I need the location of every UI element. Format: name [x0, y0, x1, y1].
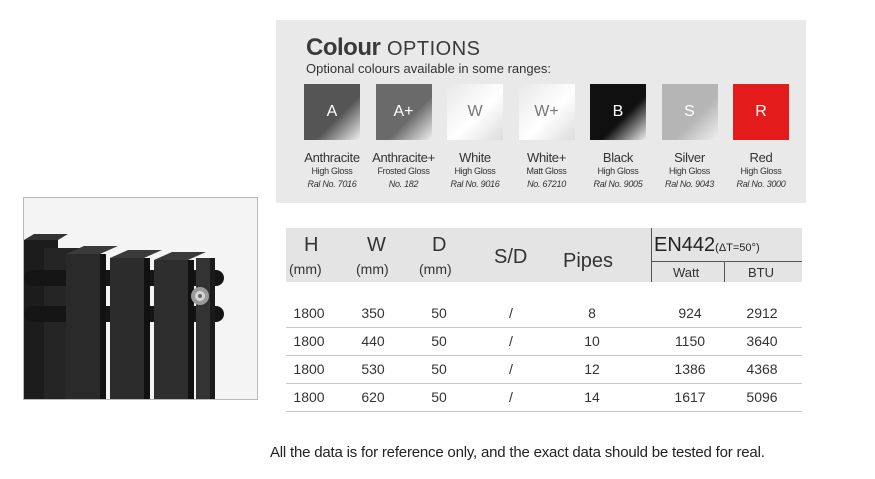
table-header	[286, 228, 802, 282]
header-h-unit: (mm)	[289, 261, 322, 277]
cell-watt: 1617	[674, 389, 706, 405]
colour-swatch: W	[447, 84, 503, 140]
colour-title-bold: Colour	[306, 34, 381, 61]
swatch-finish: High Gloss	[454, 166, 496, 176]
header-watt: Watt	[673, 265, 700, 280]
cell-pipes: 8	[588, 305, 596, 321]
header-w-unit: (mm)	[356, 261, 389, 277]
cell-w: 620	[361, 389, 385, 405]
cell-btu: 5096	[746, 389, 778, 405]
cell-d: 50	[431, 305, 447, 321]
cell-pipes: 10	[584, 333, 600, 349]
cell-pipes: 14	[584, 389, 600, 405]
swatch-finish: Matt Gloss	[526, 166, 567, 176]
swatch-finish: Frosted Gloss	[377, 166, 430, 176]
cell-d: 50	[431, 361, 447, 377]
cell-h: 1800	[293, 333, 325, 349]
cell-watt: 924	[678, 305, 702, 321]
table-row	[286, 299, 802, 328]
swatch-name: White	[459, 150, 491, 165]
cell-w: 530	[361, 361, 385, 377]
header-btu: BTU	[748, 265, 774, 280]
colour-options-subtitle: Optional colours available in some ranges:	[306, 61, 551, 76]
colour-swatch: S	[662, 84, 718, 140]
en442-header	[651, 228, 802, 282]
header-h: H	[304, 234, 319, 256]
swatch-finish: High Gloss	[597, 166, 639, 176]
cell-w: 350	[361, 305, 385, 321]
swatch-ral: Ral No. 9043	[665, 179, 714, 189]
colour-options-title	[306, 34, 481, 62]
swatch-finish: High Gloss	[668, 166, 711, 176]
header-pipes: Pipes	[563, 250, 614, 272]
cell-sd: /	[509, 361, 513, 377]
cell-btu: 2912	[746, 305, 778, 321]
swatch-name: White+	[526, 150, 567, 165]
colour-options-panel	[276, 20, 806, 203]
colour-swatch: B	[590, 84, 646, 140]
radiator-photo	[23, 197, 258, 400]
swatch-name: Black	[602, 150, 634, 165]
table-row	[286, 383, 802, 412]
swatch-ral: No. 67210	[527, 179, 566, 189]
swatch-finish: High Gloss	[740, 166, 782, 176]
cell-btu: 3640	[746, 333, 778, 349]
swatch-name: Anthracite+	[372, 150, 435, 165]
table-row	[286, 327, 802, 356]
cell-h: 1800	[293, 389, 325, 405]
en442-title: EN442(ΔT=50°)	[654, 234, 760, 256]
header-d: D	[432, 234, 447, 256]
cell-h: 1800	[293, 361, 325, 377]
cell-d: 50	[431, 389, 447, 405]
header-sd: S/D	[494, 246, 528, 268]
cell-watt: 1150	[674, 333, 706, 349]
cell-sd: /	[509, 333, 513, 349]
colour-swatch: A	[304, 84, 360, 140]
colour-title-rest: OPTIONS	[387, 38, 481, 60]
header-w: W	[367, 234, 386, 256]
cell-btu: 4368	[746, 361, 778, 377]
disclaimer-note: All the data is for reference only, and the exact data should be tested for real.	[270, 444, 765, 461]
cell-h: 1800	[293, 305, 325, 321]
cell-watt: 1386	[674, 361, 706, 377]
cell-pipes: 12	[584, 361, 600, 377]
swatch-ral: Ral No. 9016	[450, 179, 500, 189]
colour-swatch: R	[733, 84, 789, 140]
swatch-ral: Ral No. 9005	[593, 179, 643, 189]
colour-swatch: A+	[376, 84, 432, 140]
cell-w: 440	[361, 333, 385, 349]
cell-sd: /	[509, 389, 513, 405]
colour-swatch: W+	[519, 84, 575, 140]
swatch-name: Red	[749, 150, 773, 165]
header-d-unit: (mm)	[419, 261, 452, 277]
swatch-ral: Ral No. 7016	[307, 179, 357, 189]
cell-d: 50	[431, 333, 447, 349]
swatch-finish: High Gloss	[311, 166, 353, 176]
table-row	[286, 355, 802, 384]
cell-sd: /	[509, 305, 513, 321]
swatch-ral: Ral No. 3000	[736, 179, 786, 189]
swatch-ral: No. 182	[388, 179, 419, 189]
swatch-name: Anthracite	[304, 150, 360, 165]
swatch-name: Silver	[674, 150, 705, 165]
